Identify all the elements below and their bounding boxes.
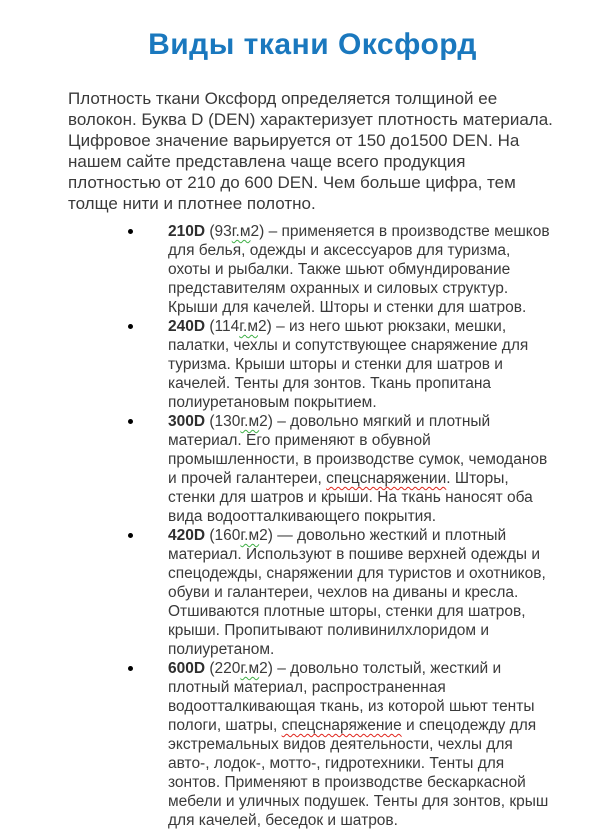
item-text: 2) — довольно жесткий и плотный материал. Используют в пошиве верхней одежды и спецодежды, снаряжении для туристов и охотников, обуви и галантереи, чехлов на диваны и кресла. Отшиваются плотные шторы, стенки для шатров, крыши. Пропитывают поливинилхлоридом и полиуретаном. [168,527,546,658]
item-text: . Шторы, стенки для шатров и крыши. На ткань наносят оба вида водоотталкивающего покрытия. [168,470,533,525]
item-text: (93 [205,223,232,240]
item-text: 2) – из него шьют рюкзаки, мешки, палатки, чехлы и сопутствующее снаряжение для туризма. Крыши шторы и стенки для шатров и качелей. Тенты для зонтов. Ткань пропитана полиуретановым покрытием. [168,318,529,411]
item-text: 2) – довольно мягкий и плотный материал. Его применяют в обувной промышленности, в производстве сумок, чемоданов и прочей галантереи, [168,413,548,487]
fabric-density-list [68,222,557,830]
grammar-flagged-text: г.м [231,223,251,240]
item-text: (160 [205,527,241,544]
spell-flagged-word: спецснаряжение [281,717,402,734]
fabric-density-item [68,412,557,526]
item-text: и спецодежду для экстремальных видов деятельности, чехлы для авто-, лодок-, мотто-, гидротехники. Тенты для зонтов. Применяют в производстве бескаркасной мебели и уличных подушек. Тенты для зонтов, крыш для качелей, беседок и шатров. [168,717,549,829]
density-term: 300D [168,413,206,430]
fabric-density-item [68,526,557,659]
density-term: 420D [168,527,206,544]
item-text: 2) – применяется в производстве мешков для белья, одежды и аксессуаров для туризма, охоты и рыбалки. Также шьют обмундирование представителям охранных и силовых структур. Крыши для качелей. Шторы и стенки для шатров. [168,223,550,316]
item-text: 2) – довольно толстый, жесткий и плотный материал, распространенная водоотталкивающая ткань, из которой шьют тенты пологи, шатры, [168,660,535,734]
fabric-density-item [68,222,557,317]
intro-paragraph: Плотность ткани Оксфорд определяется толщиной ее волокон. Буква D (DEN) характеризует плотность материала. Цифровое значение варьируется от 150 до1500 DEN. На нашем сайте представлена чаще всего продукция плотностью от 210 до 600 DEN. Чем больше цифра, тем толще нити и плотнее полотно. [68,89,553,213]
page-title: Виды ткани Оксфорд [148,28,477,61]
spell-flagged-word: спецснаряжении [326,470,447,487]
density-term: 240D [168,318,206,335]
item-text: (130 [205,413,241,430]
fabric-density-item [68,659,557,830]
grammar-flagged-text: г.м [240,660,260,677]
fabric-density-item [68,317,557,412]
grammar-flagged-text: г.м [240,413,260,430]
grammar-flagged-text: г.м [240,527,260,544]
item-text: (114 [205,318,240,335]
density-term: 600D [168,660,206,677]
density-term: 210D [168,223,206,240]
item-text: (220 [205,660,241,677]
grammar-flagged-text: г.м [239,318,258,335]
